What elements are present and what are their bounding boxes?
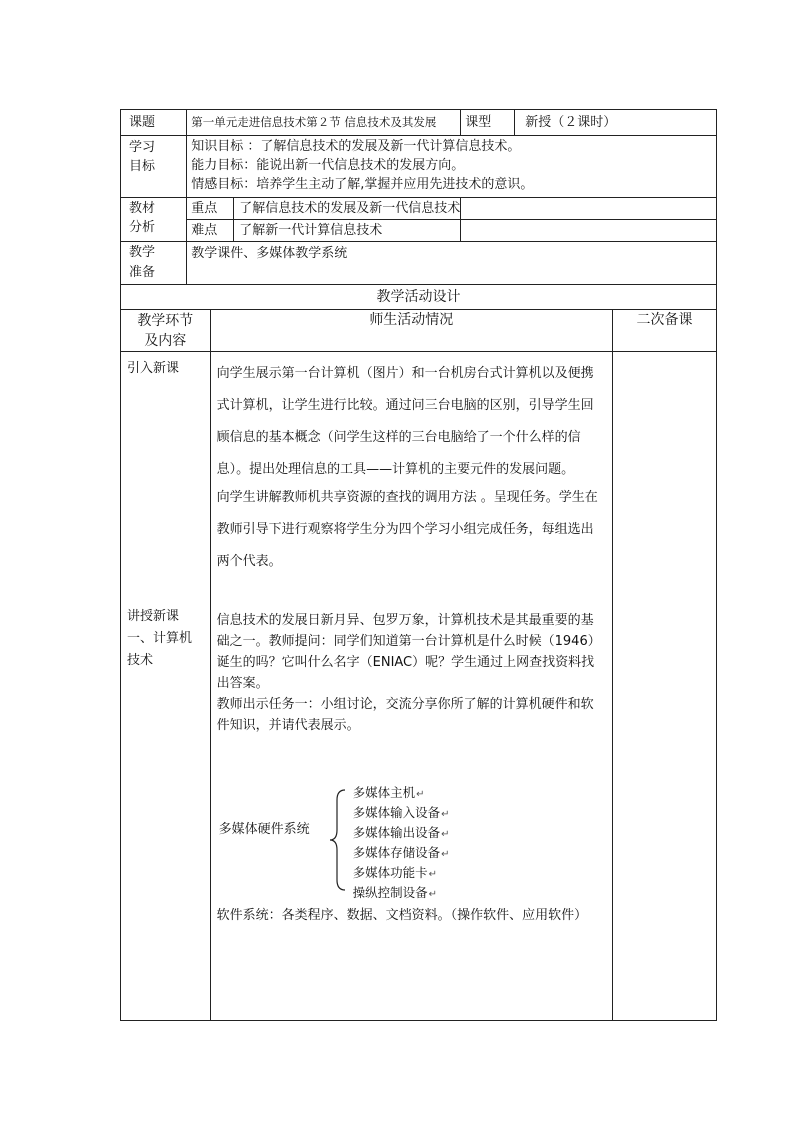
key-point-row (121, 198, 717, 220)
hardware-item: 多媒体功能卡↵ (352, 865, 438, 880)
difficult-point-label: 难点 (187, 220, 234, 241)
revision-cell (613, 352, 717, 1021)
analysis-label-line2: 分析 (129, 220, 156, 235)
prep-value: 教学课件、多媒体教学系统 (187, 242, 717, 285)
emotion-goal: 情感目标：培养学生主动了解,掌握并应用先进技术的意识。 (191, 177, 534, 192)
activity-title-row (121, 285, 717, 310)
col-stage-header (121, 310, 211, 352)
goals-content (187, 136, 717, 198)
ability-goal: 能力目标：能说出新一代信息技术的发展方向。 (191, 158, 465, 173)
hardware-item: 多媒体存储设备↵ (352, 845, 450, 860)
hardware-item: 操纵控制设备↵ (352, 885, 438, 900)
type-label: 课型 (461, 110, 515, 136)
lesson-plan-table (120, 109, 717, 1021)
hardware-item: 多媒体主机↵ (352, 785, 425, 800)
task-one-paragraph: 教师出示任务一：小组讨论，交流分享你所了解的计算机硬件和软件知识，并请代表展示。 (216, 697, 594, 733)
topic-value: 第一单元走进信息技术第２节 信息技术及其发展 (187, 110, 461, 136)
stage-teach-line3: 技术 (127, 653, 154, 668)
stage-teach (127, 606, 192, 672)
difficult-point-blank (461, 220, 717, 242)
knowledge-goal: 知识目标 ：了解信息技术的发展及新一代计算信息技术。 (191, 139, 521, 154)
col-activity-header: 师生活动情况 (210, 310, 612, 352)
analysis-label (121, 198, 187, 242)
col-revision-header: 二次备课 (613, 310, 717, 352)
key-point-cell (187, 198, 461, 220)
type-value: 新授（２课时） (515, 110, 717, 136)
key-point-value: 了解信息技术的发展及新一代信息技术 (239, 201, 461, 216)
stage-intro: 引入新课 (127, 361, 180, 376)
topic-label: 课题 (121, 110, 187, 136)
col-stage-line2: 及内容 (144, 333, 187, 349)
goals-label (121, 136, 187, 198)
goals-label-line1: 学习 (129, 140, 156, 155)
intro-paragraph: 向学生展示第一台计算机（图片）和一台机房台式计算机以及便携式计算机，让学生进行比较。通过问三台电脑的区别，引导学生回顾信息的基本概念（问学生这样的三台电脑给了一个什么样的信息）。提出处理信息的工具——计算机的主要元件的发展问题。 (216, 366, 594, 477)
prep-label-line1: 教学 (129, 245, 156, 260)
brace-icon (327, 788, 349, 892)
activity-cell (210, 352, 612, 1021)
hardware-list (353, 784, 450, 904)
difficult-point-cell (187, 220, 461, 242)
stage-teach-line1: 讲授新课 (127, 609, 180, 624)
activity-title: 教学活动设计 (121, 285, 717, 310)
prep-label (121, 242, 187, 285)
prep-label-line2: 准备 (129, 265, 156, 280)
stage-cell (121, 352, 211, 1021)
prep-row (121, 242, 717, 285)
col-stage-line1: 教学环节 (137, 313, 194, 329)
hardware-item: 多媒体输出设备↵ (352, 825, 450, 840)
topic-row (121, 110, 717, 136)
difficult-point-row (121, 220, 717, 242)
activity-content-row (121, 352, 717, 1021)
key-point-blank (461, 198, 717, 220)
analysis-label-line1: 教材 (129, 201, 156, 216)
key-point-label: 重点 (187, 198, 234, 219)
difficult-point-value: 了解新一代计算信息技术 (239, 223, 383, 238)
goals-row (121, 136, 717, 198)
hardware-system-label: 多媒体硬件系统 (218, 822, 310, 837)
task-paragraph: 向学生讲解教师机共享资源的查找的调用方法 。呈现任务。学生在教师引导下进行观察将学生分为四个学习小组完成任务，每组选出两个代表。 (216, 490, 598, 569)
computer-history-paragraph: 信息技术的发展日新月异、包罗万象，计算机技术是其最重要的基础之一。教师提问：同学们知道第一台计算机是什么时候（1946）诞生的吗？它叫什么名字（ENIAC）呢？学生通过上网查找资料找出答案。 (216, 613, 601, 691)
stage-teach-line2: 一、计算机 (127, 631, 193, 646)
hardware-item: 多媒体输入设备↵ (352, 805, 450, 820)
goals-label-line2: 目标 (129, 159, 156, 174)
activity-header-row (121, 310, 717, 352)
software-paragraph: 软件系统：各类程序、数据、文档资料。（操作软件、应用软件） (216, 908, 588, 923)
